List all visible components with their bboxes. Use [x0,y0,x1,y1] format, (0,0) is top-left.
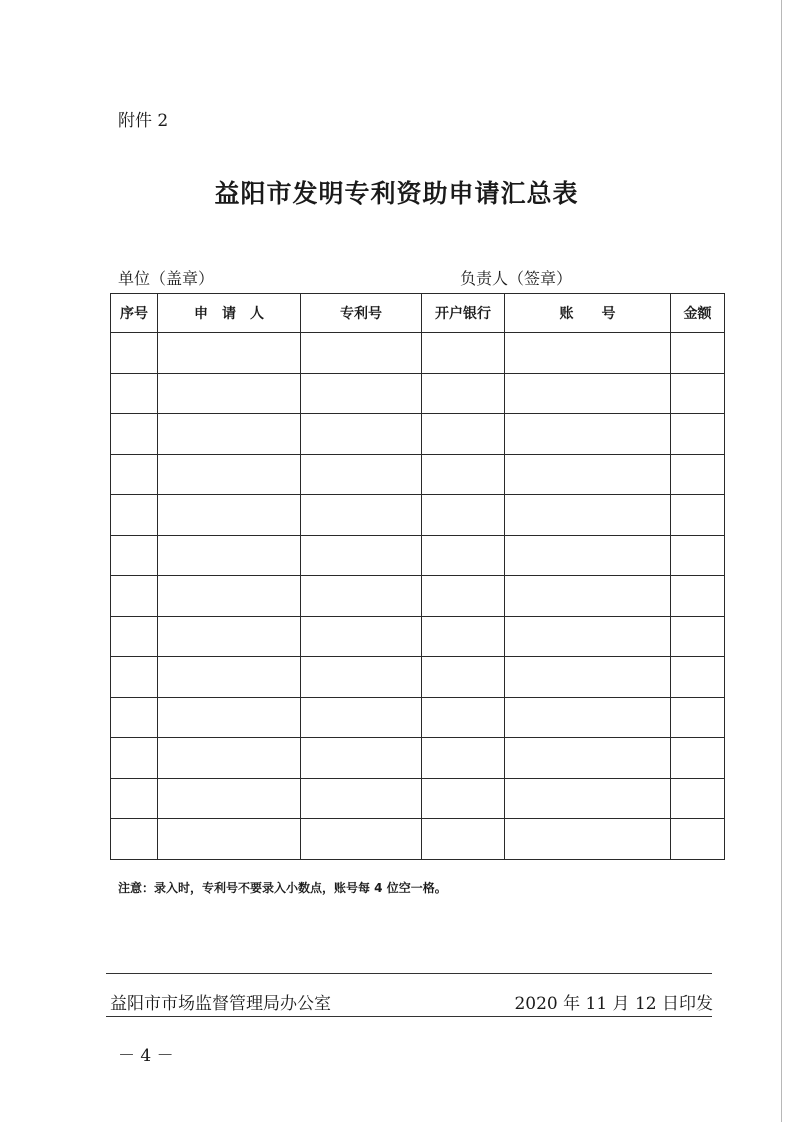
issue-date: 2020 年 11 月 12 日印发 [514,994,713,1014]
table-cell [301,495,422,536]
table-cell [671,738,725,779]
header-bank: 开户银行 [422,294,505,333]
table-cell [422,778,505,819]
table-row [111,657,725,698]
table-cell [422,819,505,860]
application-summary-table [110,293,725,860]
table-cell [158,819,301,860]
table-row [111,616,725,657]
table-row [111,778,725,819]
table-body [111,333,725,860]
table-row [111,576,725,617]
table-cell [158,535,301,576]
table-row [111,697,725,738]
issuing-office: 益阳市市场监督管理局办公室 [110,994,331,1014]
entry-note: 注意：录入时，专利号不要录入小数点，账号每 4 位空一格。 [118,881,447,895]
table-cell [505,373,671,414]
table-cell [505,657,671,698]
table-cell [301,778,422,819]
table-cell [301,697,422,738]
footer-top-rule [106,973,712,974]
table-cell [505,697,671,738]
table-cell [671,373,725,414]
table-cell [301,333,422,374]
document-title: 益阳市发明专利资助申请汇总表 [214,179,579,208]
table-cell [158,414,301,455]
header-amount: 金额 [671,294,725,333]
table-cell [422,576,505,617]
table-row [111,454,725,495]
table-cell [158,454,301,495]
table-row [111,738,725,779]
table-cell [301,819,422,860]
table-cell [505,738,671,779]
table-cell [111,616,158,657]
table-cell [671,576,725,617]
table-cell [111,697,158,738]
table-cell [111,414,158,455]
table-cell [111,535,158,576]
table-cell [422,495,505,536]
table-cell [301,414,422,455]
table-cell [158,373,301,414]
table-cell [505,333,671,374]
table-cell [505,535,671,576]
table-cell [505,495,671,536]
table-cell [111,819,158,860]
table-row [111,819,725,860]
table-cell [158,333,301,374]
table-row [111,535,725,576]
table-cell [671,819,725,860]
table-cell [671,495,725,536]
page-number: － 4 － [118,1046,174,1066]
table-cell [158,576,301,617]
unit-seal-label: 单位（盖章） [118,269,215,288]
table-cell [158,495,301,536]
table-cell [671,778,725,819]
table-cell [158,778,301,819]
table-row [111,373,725,414]
table-cell [505,454,671,495]
table-cell [158,616,301,657]
table-cell [422,333,505,374]
table-cell [422,616,505,657]
table-cell [505,616,671,657]
table-header-row [111,294,725,333]
table-cell [301,576,422,617]
table-cell [422,738,505,779]
table-cell [505,819,671,860]
table-cell [422,454,505,495]
table-row [111,495,725,536]
attachment-label: 附件 2 [118,111,169,131]
table-cell [422,535,505,576]
table-cell [111,495,158,536]
header-serial-number: 序号 [111,294,158,333]
table-cell [671,535,725,576]
table-cell [111,657,158,698]
table-cell [158,738,301,779]
page-edge-line [781,0,782,1122]
table-cell [111,738,158,779]
table-cell [301,616,422,657]
responsible-person-label: 负责人（签章） [460,269,573,288]
table-cell [301,373,422,414]
table-cell [422,373,505,414]
table-cell [111,576,158,617]
table-cell [158,697,301,738]
table-cell [111,373,158,414]
table-row [111,414,725,455]
header-applicant: 申 请 人 [158,294,301,333]
table-cell [671,333,725,374]
table-cell [301,738,422,779]
table-cell [671,454,725,495]
table-cell [671,697,725,738]
header-patent-number: 专利号 [301,294,422,333]
table-cell [301,535,422,576]
table-cell [671,616,725,657]
table-cell [111,454,158,495]
table-cell [301,657,422,698]
footer-bottom-rule [106,1016,712,1017]
table-cell [422,414,505,455]
table-cell [301,454,422,495]
table-cell [158,657,301,698]
table-cell [671,657,725,698]
table-cell [111,333,158,374]
table-cell [505,778,671,819]
table-cell [111,778,158,819]
table-cell [422,657,505,698]
table-cell [505,576,671,617]
table-cell [671,414,725,455]
header-account-number: 账 号 [505,294,671,333]
table-cell [422,697,505,738]
table-cell [505,414,671,455]
table-row [111,333,725,374]
